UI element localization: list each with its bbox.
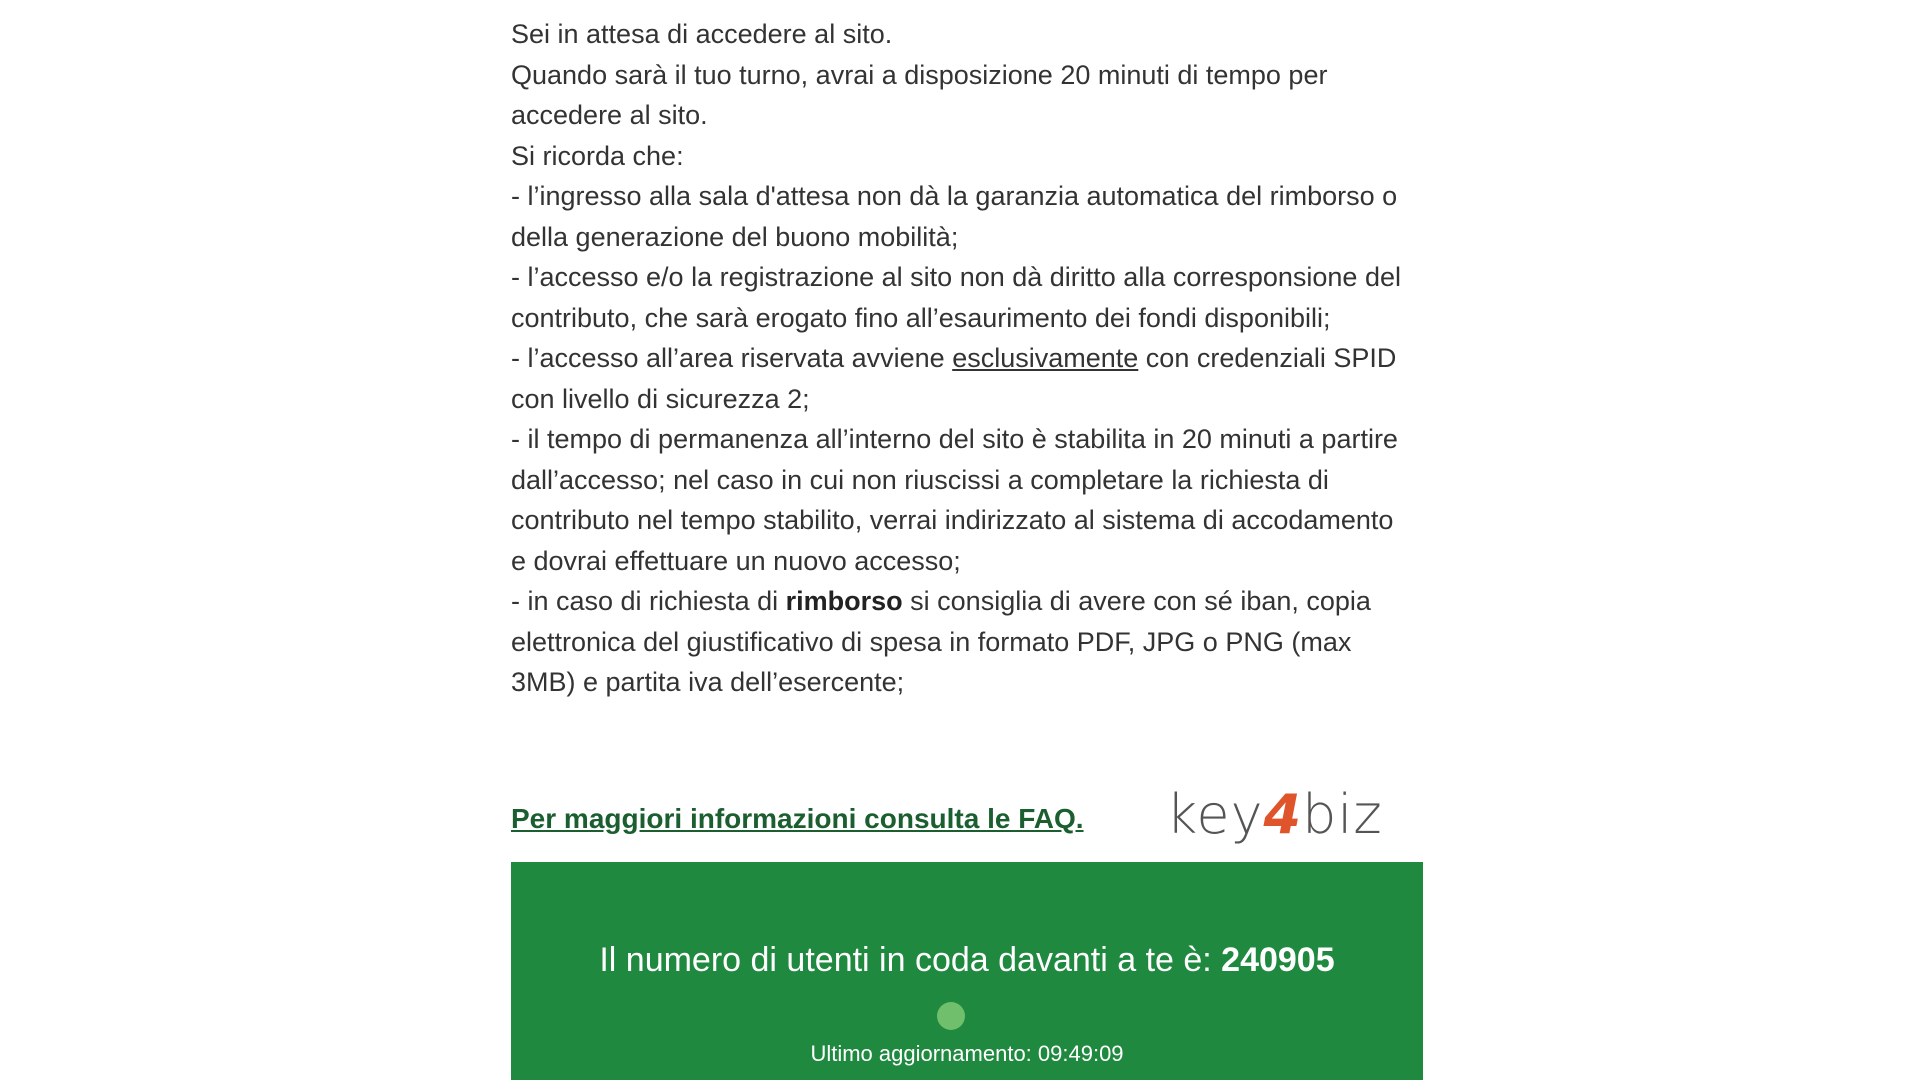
logo-part-key: key xyxy=(1166,783,1264,846)
queue-count: 240905 xyxy=(1221,941,1335,979)
note-item-3-start: - l’accesso all’area riservata avviene xyxy=(511,343,953,373)
intro-line-1: Sei in attesa di accedere al sito. xyxy=(511,19,893,49)
note-item-3-end: con credenziali SPID con livello di sicurezza 2; xyxy=(511,343,1397,414)
last-update-label: Ultimo aggiornamento: xyxy=(810,1041,1038,1066)
logo-wordmark xyxy=(1166,783,1383,846)
queue-status-panel xyxy=(511,862,1423,1080)
intro-line-2: Quando sarà il tuo turno, avrai a disposizione 20 minuti di tempo per accedere al sito. xyxy=(511,59,1328,130)
note-item-5-start: - in caso di richiesta di xyxy=(511,586,786,616)
waiting-room-notice xyxy=(511,14,1411,703)
queue-position-line xyxy=(511,940,1423,980)
logo-part-biz: biz xyxy=(1302,783,1383,846)
intro-line-3: Si ricorda che: xyxy=(511,140,684,171)
logo-part-four: 4 xyxy=(1263,783,1303,846)
queue-label: Il numero di utenti in coda davanti a te è: xyxy=(599,941,1222,979)
faq-row xyxy=(511,785,1431,845)
note-item-4: - il tempo di permanenza all’interno del sito è stabilita in 20 minuti a partire dall’accesso; nel caso in cui non riuscissi a completare la richiesta di contributo nel tempo stabilito, verrai indirizzato al sistema di accodamento e dovrai effettuare un nuovo accesso; xyxy=(511,424,1398,576)
note-item-5-bold: rimborso xyxy=(785,586,903,616)
last-update-line xyxy=(511,1040,1423,1068)
note-item-3-emphasis: esclusivamente xyxy=(952,343,1139,373)
note-item-1: - l’ingresso alla sala d'attesa non dà la garanzia automatica del rimborso o della generazione del buono mobilità; xyxy=(511,181,1398,252)
note-item-2: - l’accesso e/o la registrazione al sito non dà diritto alla corresponsione del contributo, che sarà erogato fino all’esaurimento dei fondi disponibili; xyxy=(511,262,1401,333)
note-item-3 xyxy=(511,338,1411,419)
note-item-5 xyxy=(511,581,1411,703)
last-update-time: 09:49:09 xyxy=(1037,1041,1124,1066)
note-item-5-end: si consiglia di avere con sé iban, copia elettronica del giustificativo di spesa in formato PDF, JPG o PNG (max 3MB) e partita iva dell’esercente; xyxy=(511,586,1371,697)
key4biz-logo xyxy=(1166,785,1386,845)
loading-indicator-icon xyxy=(937,1002,965,1030)
faq-link[interactable]: Per maggiori informazioni consulta le FAQ. xyxy=(511,803,1084,834)
